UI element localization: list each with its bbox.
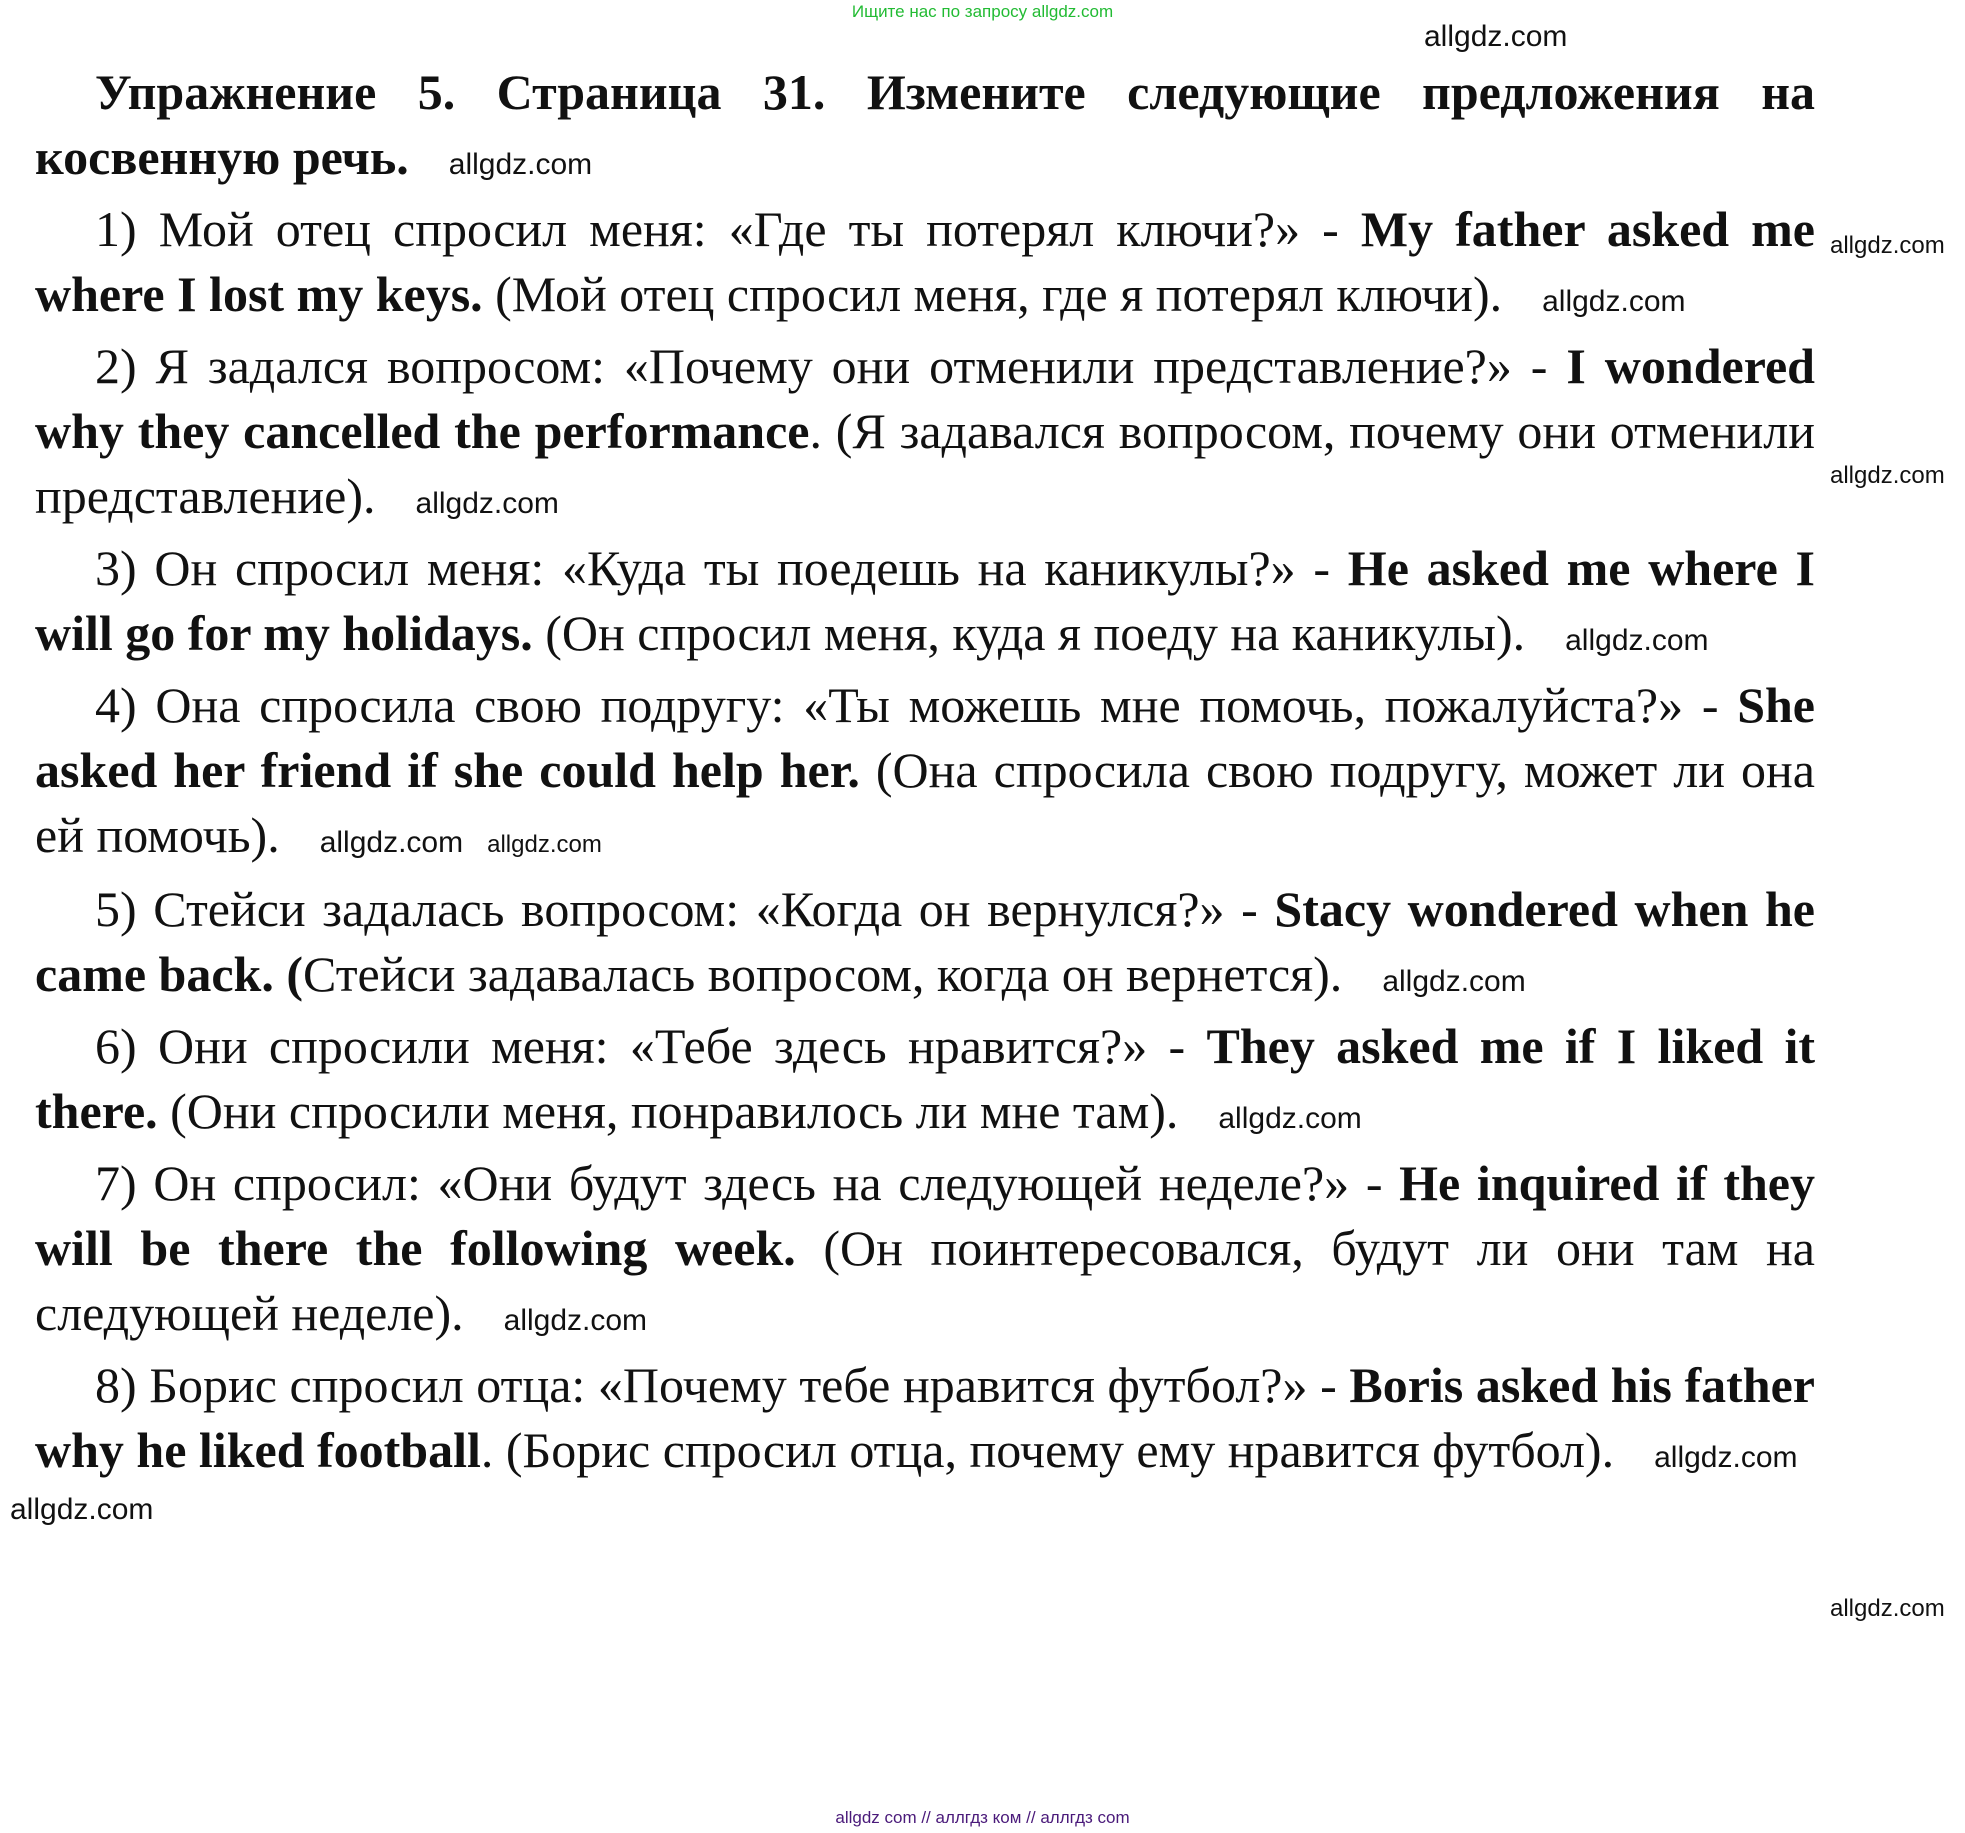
english-answer: I wondered why they cancelled the performance	[35, 338, 1815, 459]
watermark: allgdz.com	[319, 826, 464, 859]
watermark: allgdz.com	[503, 1304, 648, 1337]
exercise-heading	[35, 60, 1815, 197]
watermark: allgdz.com	[1542, 285, 1686, 318]
russian-text: 1) Мой отец спросил меня: «Где ты потерял ключи?» -	[95, 201, 1361, 257]
answer-item	[35, 1353, 1815, 1490]
russian-text: (Он спросил меня, куда я поеду на каникулы).	[532, 605, 1526, 661]
russian-text: 6) Они спросили меня: «Тебе здесь нравится?» -	[95, 1018, 1207, 1074]
russian-text: 5) Стейси задалась вопросом: «Когда он вернулся?» -	[95, 881, 1275, 937]
answer-item	[35, 1014, 1815, 1151]
bottom-footer-note: allgdz com // аллгдз ком // аллгдз com	[835, 1808, 1130, 1827]
answer-item	[35, 536, 1815, 673]
russian-text: (Он поинтересовался, будут ли они там на следующей неделе).	[35, 1220, 1815, 1341]
russian-text: . (Я задавался вопросом, почему они отменили представление).	[35, 403, 1816, 524]
russian-text: 3) Он спросил меня: «Куда ты поедешь на каникулы?» -	[95, 540, 1348, 596]
english-answer: She asked her friend if she could help her.	[35, 677, 1815, 798]
english-answer: Stacy wondered when he came back. (	[35, 881, 1815, 1002]
watermark: allgdz.com	[448, 148, 593, 181]
english-answer: Boris asked his father why he liked football	[35, 1357, 1815, 1478]
russian-text: (Они спросили меня, понравилось ли мне там).	[157, 1083, 1179, 1139]
english-answer: They asked me if I liked it there.	[35, 1018, 1815, 1139]
answer-item	[35, 1151, 1815, 1353]
watermark: allgdz.com	[10, 1493, 154, 1526]
exercise-content	[10, 60, 1816, 1530]
watermark: allgdz.com	[1830, 232, 1945, 259]
english-answer: He inquired if they will be there the following week.	[35, 1155, 1815, 1276]
russian-text: Стейси задавалась вопросом, когда он вернется).	[303, 946, 1343, 1002]
watermark: allgdz.com	[487, 831, 602, 858]
answer-item	[35, 877, 1815, 1014]
watermark: allgdz.com	[415, 487, 559, 520]
watermark: allgdz.com	[1218, 1102, 1362, 1135]
watermark: allgdz.com	[1424, 20, 1568, 53]
russian-text: . (Борис спросил отца, почему ему нравится футбол).	[480, 1422, 1615, 1478]
watermark: allgdz.com	[1830, 1595, 1945, 1622]
top-search-note: Ищите нас по запросу allgdz.com	[851, 2, 1114, 21]
watermark: allgdz.com	[1382, 965, 1526, 998]
russian-text: (Мой отец спросил меня, где я потерял ключи).	[482, 266, 1503, 322]
watermark: allgdz.com	[1654, 1441, 1798, 1474]
english-answer: My father asked me where I lost my keys.	[35, 201, 1815, 322]
russian-text: 4) Она спросила свою подругу: «Ты можешь мне помочь, пожалуйста?» -	[95, 677, 1738, 733]
answer-item	[35, 197, 1815, 334]
watermark: allgdz.com	[1830, 462, 1945, 489]
russian-text: 2) Я задался вопросом: «Почему они отменили представление?» -	[95, 338, 1567, 394]
watermark: allgdz.com	[1565, 624, 1709, 657]
answer-item	[35, 673, 1815, 877]
russian-text: 8) Борис спросил отца: «Почему тебе нравится футбол?» -	[95, 1357, 1350, 1413]
exercise-heading-text: Упражнение 5. Страница 31. Измените следующие предложения на косвенную речь.	[35, 64, 1815, 185]
russian-text: 7) Он спросил: «Они будут здесь на следующей неделе?» -	[95, 1155, 1400, 1211]
russian-text: (Она спросила свою подругу, может ли она ей помочь).	[35, 742, 1815, 863]
answer-list	[35, 197, 1815, 1490]
english-answer: He asked me where I will go for my holidays.	[35, 540, 1815, 661]
answer-item	[35, 334, 1815, 536]
